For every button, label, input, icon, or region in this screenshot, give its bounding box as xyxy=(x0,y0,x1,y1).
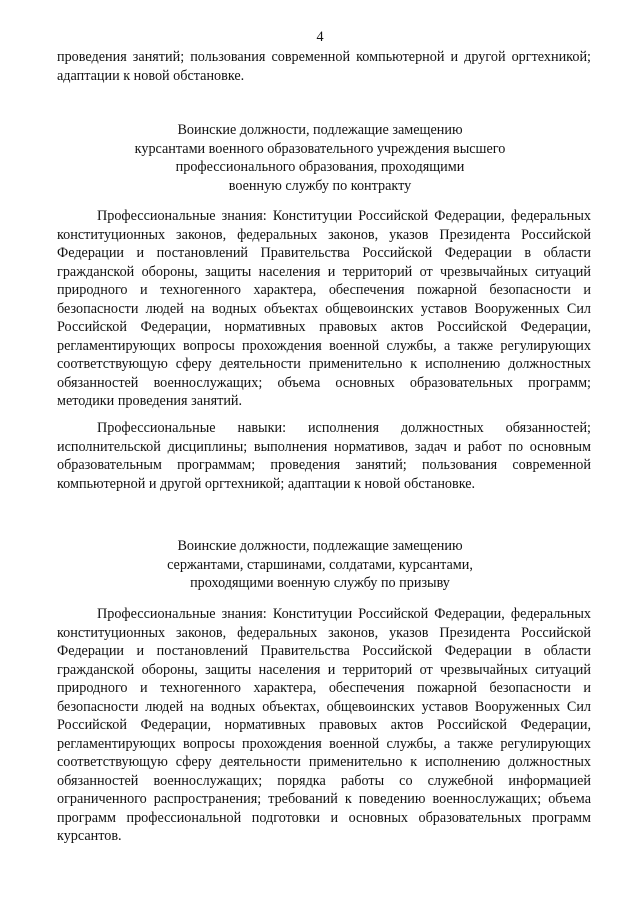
section2-heading-line: проходящими военную службу по призыву xyxy=(190,575,450,591)
section1-knowledge-paragraph: Профессиональные знания: Конституции Российской Федерации, федеральных конституционных законов, федеральных законов, указов Президента Российской Федерации и постановлений Правительства Российской Федерации в области гражданской обороны, защиты населения и территорий от чрезвычайных ситуаций природного и техногенного характера, обеспечения пожарной безопасности и безопасности людей на водных объектах общевоинских уставов Вооруженных Сил Российской Федерации, нормативных правовых актов Российской Федерации, регламентирующих вопросы прохождения военной службы, а также регулирующих соответствующую сферу деятельности применительно к исполнению должностных обязанностей военнослужащих; объема основных образовательных программ; методики проведения занятий. xyxy=(57,208,591,409)
section1-heading-line: профессионального образования, проходящими xyxy=(175,159,465,175)
section2-heading xyxy=(0,537,640,593)
section1-skills-paragraph: Профессиональные навыки: исполнения должностных обязанностей; исполнительской дисциплины; выполнения нормативов, задач и работ по основным образовательным программам; проведения занятий; пользования современной компьютерной и другой оргтехникой; адаптации к новой обстановке. xyxy=(57,420,591,492)
intro-paragraph: проведения занятий; пользования современной компьютерной и другой оргтехникой; адаптации к новой обстановке. xyxy=(57,49,591,84)
section2-heading-line: сержантами, старшинами, солдатами, курсантами, xyxy=(167,556,473,573)
page-number: 4 xyxy=(316,29,324,45)
section2-knowledge-paragraph: Профессиональные знания: Конституции Российской Федерации, федеральных конституционных законов, федеральных законов, указов Президента Российской Федерации и постановлений Правительства Российской Федерации в области гражданской обороны, защиты населения и территорий от чрезвычайных ситуаций природного и техногенного характера, обеспечения пожарной безопасности и безопасности людей на водных объектах, общевоинских уставов Вооруженных Сил Российской Федерации, нормативных правовых актов Российской Федерации, регламентирующих вопросы прохождения военной службы, а также регулирующих соответствующую сферу деятельности применительно к исполнению должностных обязанностей военнослужащих; порядка работы со служебной информацией ограниченного распространения; требований к поведению военнослужащих; объема программ профессиональной подготовки и основных образовательных программ курсантов. xyxy=(57,606,591,844)
section1-heading xyxy=(0,121,640,195)
section2-heading-line: Воинские должности, подлежащие замещению xyxy=(177,538,463,554)
section1-heading-line: военную службу по контракту xyxy=(228,177,412,194)
section1-heading-line: курсантами военного образовательного учреждения высшего xyxy=(134,140,506,157)
section1-heading-line: Воинские должности, подлежащие замещению xyxy=(177,122,463,138)
